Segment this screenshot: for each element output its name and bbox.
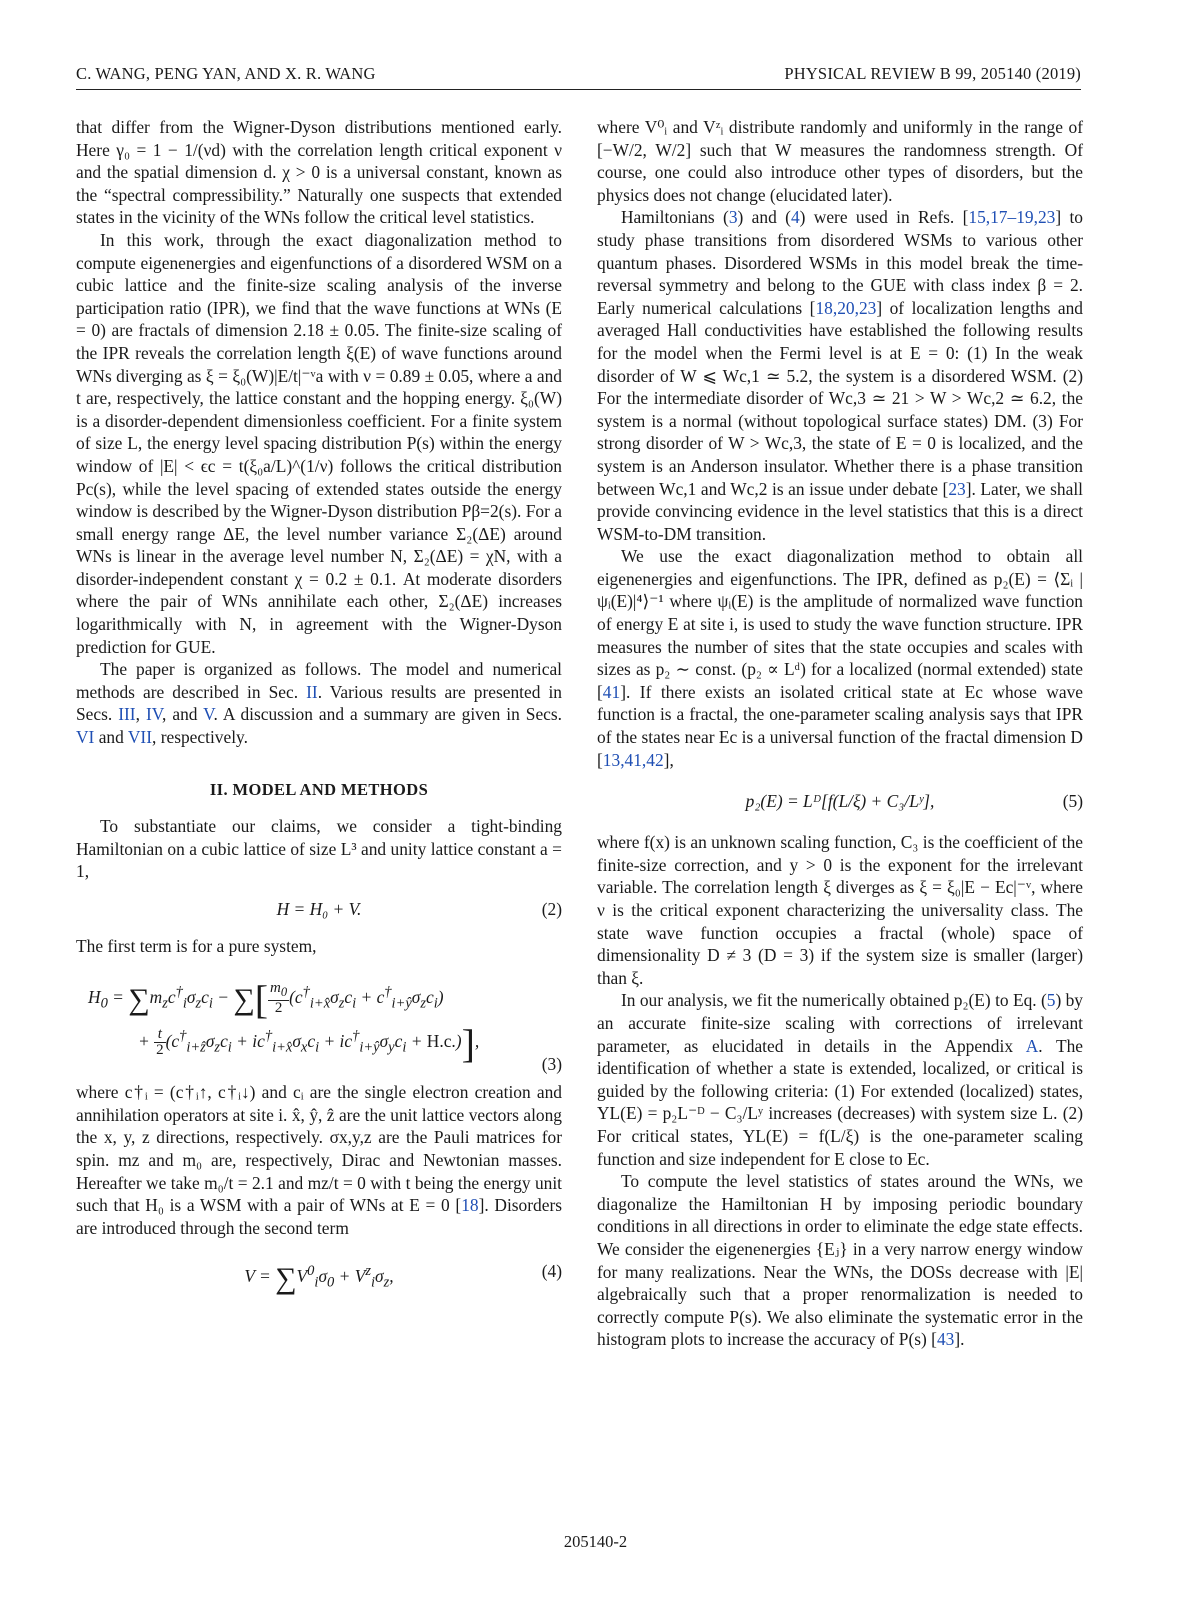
paragraph: In this work, through the exact diagonalization method to compute eigenenergies and eigenfunctions of a disordered WSM on a cubic lattice and the finite-size scaling analysis of the inverse participation ratio (IPR), we find that the wave functions at WNs (E = 0) are fractals of dimension 2.18 ± 0.05. The finite-size scaling of the IPR reveals the correlation length ξ(E) of wave functions around WNs diverging as ξ = ξ₀(W)|E/t|⁻ᵛa with ν = 0.89 ± 0.05, where a and t are, respectively, the lattice constant and the hopping energy. ξ₀(W) is a disorder-dependent dimensionless coefficient. For a finite system of size L, the energy level spacing distribution P(s) within the energy window of |E| < ϵc = t(ξ₀a/L)^(1/ν) follows the critical distribution Pc(s), while the level spacing of extended states outside the energy window is described by the Wigner-Dyson distribution Pβ=2(s). For a small energy range ΔE, the level number variance Σ₂(ΔE) around WNs is linear in the average level number N, Σ₂(ΔE) = χN, with a disorder-independent constant χ = 0.2 ± 0.1. At moderate disorders where the pair of WNs annihilate each other, Σ₂(ΔE) increases logarithmically with N, in agreement with the Wigner-Dyson prediction for GUE. xyxy=(76,229,562,657)
equation-link[interactable]: 3 xyxy=(728,207,738,228)
equation-2 xyxy=(76,897,562,921)
section-link[interactable]: III xyxy=(118,704,136,725)
equation-4 xyxy=(76,1259,562,1294)
equation-number: (2) xyxy=(541,899,562,919)
equation-line: $H_0 = \sum m_zc^\dagger_i\sigma_zc_i$ − ∑[ $\frac{m_0}{2}$ $(c^\dagger_{i+x̂}\sigma_zc_i + c^\dagger_{i+ŷ}\sigma_zc_i)$ xyxy=(88,976,444,1022)
running-header xyxy=(76,64,1081,90)
equation-body: p₂(E) = Lᴰ[f(L/ξ) + C₃/Lʸ], xyxy=(745,791,935,812)
paragraph: To substantiate our claims, we consider a tight-binding Hamiltonian on a cubic lattice of size L³ and unity lattice constant a = 1, xyxy=(76,816,562,882)
appendix-link[interactable]: A xyxy=(1025,1035,1039,1056)
page-number: 205140-2 xyxy=(563,1532,628,1551)
paragraph: Hamiltonians (3) and (4) were used in Refs. [15,17–19,23] to study phase transitions from disordered WSMs to various other quantum phases. Disordered WSMs in this model break the time-reversal symmetry and belong to the GUE with class index β = 2. Early numerical calculations [18,20,23] of localization lengths and averaged Hall conductivities have established the following results for the model when the Fermi level is at E = 0: (1) In the weak disorder of W ⩽ Wc,1 ≃ 5.2, the system is a disordered WSM. (2) For the intermediate disorder of Wc,3 ≃ 21 > W > Wc,2 ≃ 6.2, the system is a normal (without topological surface states) DM. (3) For strong disorder of W > Wc,3, the state of E = 0 is localized, and the system is an Anderson insulator. Whether there is a phase transition between Wc,1 and Wc,2 is an issue under debate [23]. Later, we shall provide convincing evidence in the level statistics that this is a direct WSM-to-DM transition. xyxy=(597,207,1083,544)
header-authors: C. WANG, PENG YAN, AND X. R. WANG xyxy=(76,64,376,83)
reference-link[interactable]: 18,20,23 xyxy=(815,297,877,318)
paragraph: where f(x) is an unknown scaling function, C₃ is the coefficient of the finite-size correction, and y > 0 is the exponent for the irrelevant variable. The correlation length ξ diverges as ξ = ξ₀|E − Ec|⁻ᵛ, where ν is the critical exponent characterizing the universality class. The state wave function occupies a fractal (whole) space of dimensionality D ≠ 3 (D = 3) if the system size is smaller (larger) than ξ. xyxy=(597,832,1083,988)
reference-link[interactable]: 43 xyxy=(936,1329,955,1350)
section-link[interactable]: VI xyxy=(76,727,95,748)
equation-link[interactable]: 4 xyxy=(790,207,800,228)
paragraph-outline: The paper is organized as follows. The model and numerical methods are described in Sec. II. Various results are presented in Secs. III, IV, and V. A discussion and a summary are given in Secs. VI and VII, respectively. xyxy=(76,659,563,748)
section-link[interactable]: IV xyxy=(145,704,163,725)
reference-link[interactable]: 18 xyxy=(461,1195,479,1216)
paragraph: The first term is for a pure system, xyxy=(76,936,317,956)
paragraph: where V⁰ᵢ and Vᶻᵢ distribute randomly and uniformly in the range of [−W/2, W/2] such that W measures the randomness strength. Of course, one could also introduce other types of disorders, but the physics does not change (elucidated later). xyxy=(597,117,1083,205)
paragraph: To compute the level statistics of states around the WNs, we diagonalize the Hamiltonian H by imposing periodic boundary conditions in all directions in order to eliminate the edge state effects. We consider the eigenenergies {Eⱼ} in a very narrow energy window for many realizations. Near the WNs, the DOSs decrease with |E| algebraically such that a proper renormalization is needed to correctly compute P(s). We also eliminate the systematic error in the histogram plots to increase the accuracy of P(s) [43]. xyxy=(597,1171,1083,1350)
equation-number: (5) xyxy=(1062,791,1083,812)
header-journal: PHYSICAL REVIEW B 99, 205140 (2019) xyxy=(784,64,1081,83)
equation-number: (4) xyxy=(541,1261,562,1282)
equation-number: (3) xyxy=(541,1053,562,1074)
paragraph: In our analysis, we fit the numerically obtained p₂(E) to Eq. (5) by an accurate finite-size scaling with corrections of irrelevant parameter, as elucidated in details in the Appendix A. The identification of whether a state is extended, localized, or critical is guided by the following criteria: (1) For extended (localized) states, YL(E) = p₂L⁻ᴰ − C₃/Lʸ increases (decreases) with system size L. (2) For critical states, YL(E) = f(L/ξ) is the one-parameter scaling function and size independent for E close to Ec. xyxy=(597,990,1084,1169)
paragraph: where c†ᵢ = (c†ᵢ↑, c†ᵢ↓) and cᵢ are the single electron creation and annihilation operators at site i. x̂, ŷ, ẑ are the unit lattice vectors along the x, y, z directions, respectively. σx,y,z are the Pauli matrices for spin. mz and m₀ are, respectively, Dirac and Newtonian masses. Hereafter we take m₀/t = 2.1 and mz/t = 0 with t being the energy unit such that H₀ is a WSM with a pair of WNs at E = 0 [18]. Disorders are introduced through the second term xyxy=(76,1082,563,1238)
equation-body: H = H₀ + V. xyxy=(276,899,362,919)
header-rule xyxy=(76,89,1081,90)
reference-link[interactable]: 41 xyxy=(602,681,621,702)
equation-body: $V = \sum V^0_i\sigma_0 + V^z_i\sigma_z$, xyxy=(244,1262,394,1296)
equation-3 xyxy=(76,976,562,1074)
reference-link[interactable]: 15,17–19,23 xyxy=(968,207,1056,228)
paragraph: that differ from the Wigner-Dyson distributions mentioned early. Here γ₀ = 1 − 1/(νd) with the correlation length critical exponent ν and the spatial dimension d. χ > 0 is a universal constant, known as the “spectral compressibility.” Naturally one suspects that extended states in the vicinity of the WNs follow the critical level statistics. xyxy=(76,117,562,228)
reference-link[interactable]: 13,41,42 xyxy=(602,749,664,770)
right-column xyxy=(597,116,1083,1351)
section-link[interactable]: VII xyxy=(127,727,153,748)
equation-link[interactable]: 5 xyxy=(1046,990,1056,1011)
section-link[interactable]: II xyxy=(306,681,318,702)
section-heading: II. MODEL AND METHODS xyxy=(209,779,429,799)
equation-5 xyxy=(597,789,1083,813)
left-column xyxy=(76,116,562,1309)
paragraph: We use the exact diagonalization method to obtain all eigenenergies and eigenfunctions. The IPR, defined as p₂(E) = ⟨Σᵢ |ψᵢ(E)|⁴⟩⁻¹ where ψᵢ(E) is the amplitude of normalized wave function of energy E at site i, is used to study the wave function structure. IPR measures the number of sites that the state occupies and scales with sizes as p₂ ∼ const. (p₂ ∝ Lᵈ) for a localized (normal extended) state [41]. If there exists an isolated critical state at Ec whose wave function is a fractal, the one-parameter scaling analysis says that IPR of the states near Ec is a universal function of the fractal dimension D [13,41,42], xyxy=(597,546,1083,770)
section-link[interactable]: V xyxy=(203,704,214,725)
reference-link[interactable]: 23 xyxy=(948,478,966,499)
equation-line: + $\frac{t}{2}$ $(c^\dagger_{i+ẑ}\sigma_zc_i + ic^\dagger_{i+x̂}\sigma_xc_i + ic^\dagger_{i+ŷ}\sigma_yc_i + H.c.)$], xyxy=(138,1020,480,1066)
